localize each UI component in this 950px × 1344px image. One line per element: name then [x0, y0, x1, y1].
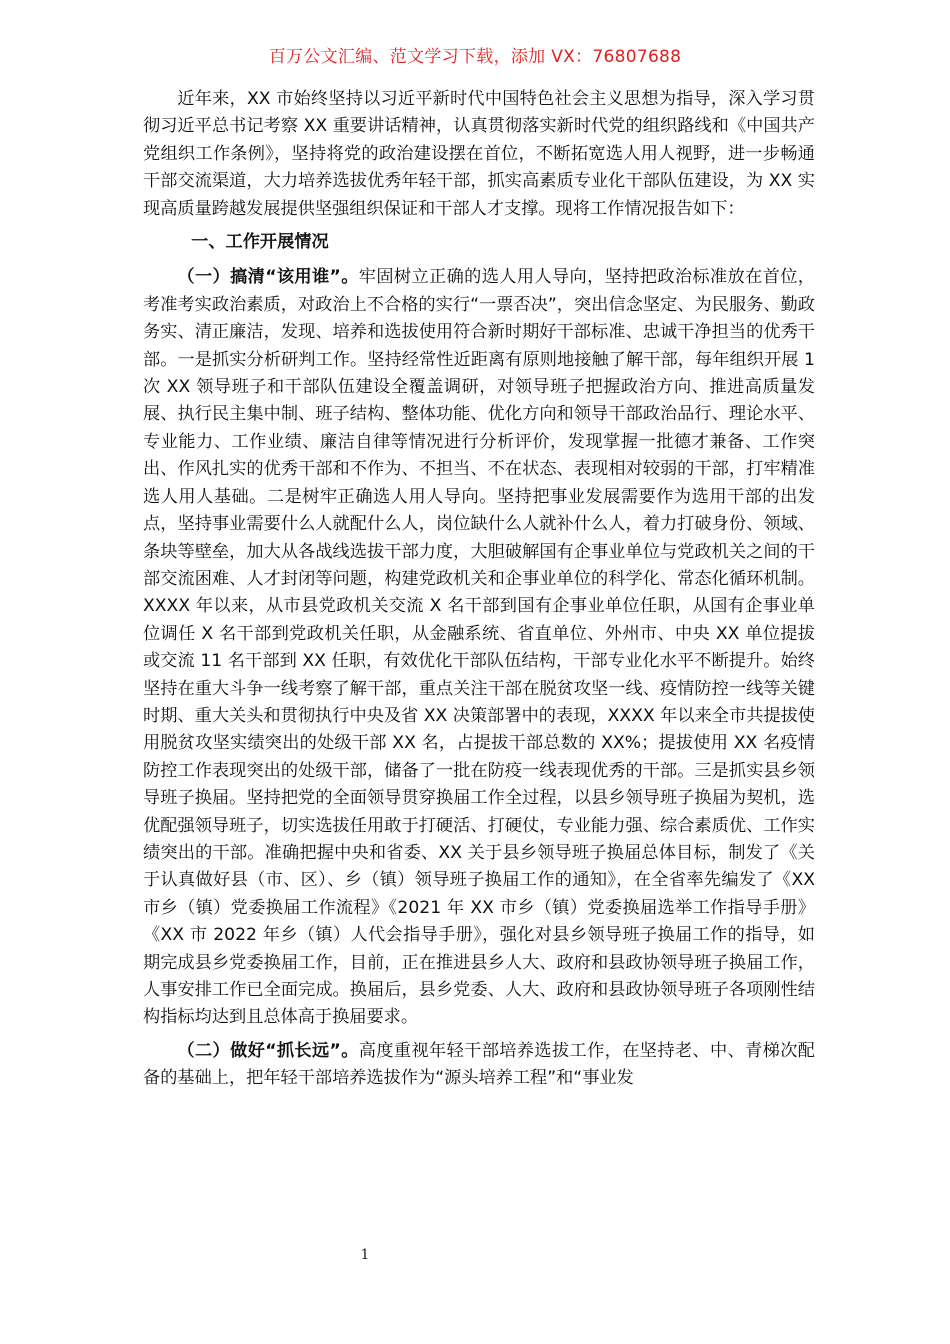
paragraph-1-text: 牢固树立正确的选人用人导向，坚持把政治标准放在首位，考准考实政治素质，对政治上不合格的实行“一票否决”，突出信念坚定、为民服务、勤政务实、清正廉洁，发现、培养和选拔使用符合新时期好干部标准、忠诚干净担当的优秀干部。一是抓实分析研判工作。坚持经常性近距离有原则地接触了解干部，每年组织开展 1 次 XX 领导班子和干部队伍建设全覆盖调研，对领导班子把握政治方向、推进高质量发展、执行民主集中制、班子结构、整体功能、优化方向和领导干部政治品行、理论水平、专业能力、工作业绩、廉洁自律等情况进行分析评价，发现掌握一批德才兼备、工作突出、作风扎实的优秀干部和不作为、不担当、不在状态、表现相对较弱的干部，打牢精准选人用人基础。二是树牢正确选人用人导向。坚持把事业发展需要作为选用干部的出发点，坚持事业需要什么人就配什么人，岗位缺什么人就补什么人，着力打破身份、领域、条块等壁垒，加大从各战线选拔干部力度，大胆破解国有企事业单位与党政机关之间的干部交流困难、人才封闭等问题，构建党政机关和企事业单位的科学化、常态化循环机制。XXXX 年以来，从市县党政机关交流 X 名干部到国有企事业单位任职，从国有企事业单位调任 X 名干部到党政机关任职，从金融系统、省直单位、外州市、中央 XX 单位提拔或交流 11 名干部到 XX 任职，有效优化干部队伍结构，干部专业化水平不断提升。始终坚持在重大斗争一线考察了解干部，重点关注干部在脱贫攻坚一线、疫情防控一线等关键时期、重大关头和贯彻执行中央及省 XX 决策部署中的表现，XXXX 年以来全市共提拔使用脱贫攻坚实绩突出的处级干部 XX 名，占提拔干部总数的 XX%；提拔使用 XX 名疫情防控工作表现突出的处级干部，储备了一批在防疫一线表现优秀的干部。三是抓实县乡领导班子换届。坚持把党的全面领导贯穿换届工作全过程，以县乡领导班子换届为契机，选优配强领导班子，切实选拔任用敢于打硬活、打硬仗，专业能力强、综合素质优、工作实绩突出的干部。准确把握中央和省委、XX 关于县乡领导班子换届总体目标，制发了《关于认真做好县（市、区）、乡（镇）领导班子换届工作的通知》，在全省率先编发了《XX 市乡（镇）党委换届工作流程》《2021 年 XX 市乡（镇）党委换届选举工作指导手册》《XX 市 2022 年乡（镇）人代会指导手册》，强化对县乡领导班子换届工作的指导，如期完成县乡党委换届工作，目前，正在推进县乡人大、政府和县政协领导班子换届工作，人事安排工作已全面完成。换届后，县乡党委、人大、政府和县政协领导班子各项刚性结构指标均达到且总体高于换届要求。: [143, 267, 815, 1028]
paragraph-2: [143, 1038, 815, 1093]
intro-paragraph: 近年来，XX 市始终坚持以习近平新时代中国特色社会主义思想为指导，深入学习贯彻习近平总书记考察 XX 重要讲话精神，认真贯彻落实新时代党的组织路线和《中国共产党组织工作条例》，坚持将党的政治建设摆在首位，不断拓宽选人用人视野，进一步畅通干部交流渠道，大力培养选拔优秀年轻干部，抓实高素质专业化干部队伍建设，为 XX 实现高质量跨越发展提供坚强组织保证和干部人才支撑。现将工作情况报告如下：: [143, 89, 815, 219]
section-heading: 一、工作开展情况: [191, 232, 329, 253]
paragraph-2-heading: （二）做好“抓长远”。: [177, 1040, 359, 1061]
document-body: [143, 86, 815, 1093]
page-header-banner: 百万公文汇编、范文学习下载，添加 VX：76807688: [268, 47, 682, 67]
page-number: 1: [360, 1247, 370, 1263]
paragraph-1: [143, 264, 815, 1031]
paragraph-2-text: 高度重视年轻干部培养选拔工作，在坚持老、中、青梯次配备的基础上，把年轻干部培养选拔作为“源头培养工程”和“事业发: [143, 1040, 815, 1089]
paragraph-1-heading: （一）搞清“该用谁”。: [177, 267, 359, 288]
